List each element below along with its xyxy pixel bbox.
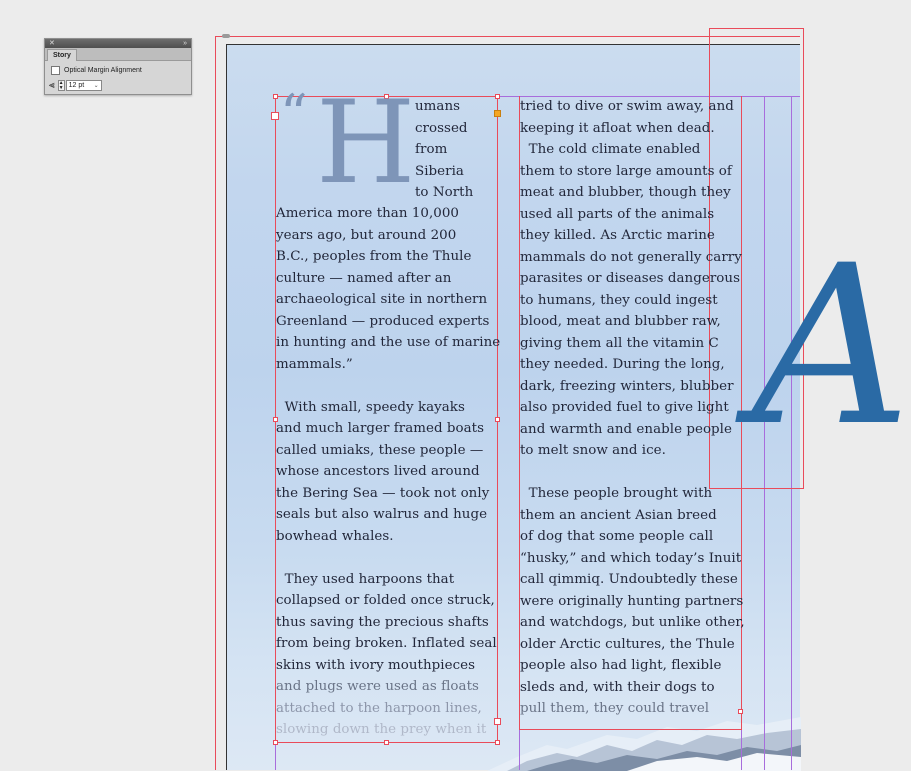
column-1-text[interactable] (276, 203, 500, 741)
text-line: older Arctic cultures, the Thule (520, 636, 735, 652)
text-line: them an ancient Asian breed (520, 507, 717, 523)
text-line: they needed. During the long, (520, 357, 725, 372)
text-line: keeping it afloat when dead. (520, 120, 715, 136)
text-line (276, 375, 500, 397)
tab-story[interactable]: Story (47, 49, 77, 61)
text-line: thus saving the precious shafts (276, 614, 489, 630)
text-line: and warmth and enable people (520, 421, 732, 437)
text-line: America more than 10,000 (276, 206, 459, 221)
text-line: the Bering Sea — took not only (276, 485, 490, 501)
text-line: skins with ivory mouthpieces (276, 657, 476, 673)
text-line: attached to the harpoon lines, (276, 700, 482, 716)
text-line: bowhead whales. (276, 528, 394, 544)
frame-handle[interactable] (273, 740, 278, 745)
text-line: With small, speedy kayaks (276, 399, 465, 415)
text-line: whose ancestors lived around (276, 464, 480, 479)
headline-clip (700, 0, 911, 770)
story-panel (44, 38, 192, 95)
optical-margin-checkbox[interactable] (51, 66, 60, 75)
text-line: giving them all the vitamin C (520, 335, 719, 351)
text-line: sleds and, with their dogs to (520, 679, 715, 695)
frame-handle[interactable] (495, 94, 500, 99)
text-line: meat and blubber, though they (520, 185, 731, 200)
size-row (49, 79, 102, 91)
text-line: culture — named after an (276, 270, 452, 286)
text-line: also provided fuel to give light (520, 400, 729, 415)
text-line: call qimmiq. Undoubtedly these (520, 572, 738, 587)
text-line: were originally hunting partners (520, 593, 744, 609)
optical-margin-label: Optical Margin Alignment (64, 66, 142, 74)
optical-margin-row (51, 65, 142, 75)
text-line: they killed. As Arctic marine (520, 228, 715, 243)
text-line: from being broken. Inflated seal (276, 636, 497, 651)
text-line: to North (415, 185, 474, 200)
frame-handle[interactable] (273, 94, 278, 99)
text-line: blood, meat and blubber raw, (520, 314, 721, 329)
content-grabber[interactable] (494, 110, 501, 117)
panel-menu-icon[interactable]: » (183, 40, 187, 47)
close-icon[interactable]: ✕ (49, 40, 55, 47)
text-line: to humans, they could ingest (520, 292, 718, 308)
size-value: 12 pt (68, 81, 85, 89)
text-line: These people brought with (520, 486, 713, 501)
chevron-down-icon[interactable]: ⌄ (93, 82, 99, 89)
text-line: seals but also walrus and huge (276, 507, 488, 522)
text-line: and much larger framed boats (276, 421, 485, 436)
text-line: Siberia (415, 163, 464, 179)
text-line: people also had light, flexible (520, 658, 722, 673)
frame-handle[interactable] (384, 740, 389, 745)
text-line: to melt snow and ice. (520, 443, 666, 458)
text-line: tried to dive or swim away, and (520, 99, 734, 114)
bleed-guide-left (215, 36, 216, 770)
text-line: parasites or diseases dangerous (520, 271, 740, 286)
margin-alignment-icon: ⫷ (49, 79, 55, 91)
text-line: umans (415, 99, 461, 114)
in-port[interactable] (271, 112, 279, 120)
headline-glyph[interactable]: A (752, 218, 911, 474)
size-stepper[interactable]: ▲ ▼ (58, 79, 64, 91)
text-line: years ago, but around 200 (276, 227, 457, 243)
text-line: “husky,” and which today’s Inuit (520, 550, 742, 566)
text-line: slowing down the prey when it (276, 722, 487, 737)
text-line: crossed (415, 120, 468, 136)
page-marker[interactable] (222, 34, 230, 38)
text-line: them to store large amounts of (520, 163, 732, 179)
text-line: archaeological site in northern (276, 292, 488, 307)
text-line: mammals do not generally carry (520, 249, 742, 265)
text-line: dark, freezing winters, blubber (520, 378, 734, 394)
text-line: They used harpoons that (276, 571, 455, 587)
text-line: called umiaks, these people — (276, 442, 484, 458)
dropcap-quote-mark: “ (280, 83, 308, 146)
frame-handle[interactable] (495, 740, 500, 745)
text-line: B.C., peoples from the Thule (276, 249, 472, 264)
panel-title-bar[interactable] (45, 39, 191, 48)
text-line: from (415, 142, 448, 157)
text-line: and watchdogs, but unlike other, (520, 615, 745, 630)
dropcap-letter: H (316, 76, 416, 209)
text-line: used all parts of the animals (520, 206, 715, 222)
text-line: Greenland — produced experts (276, 313, 490, 329)
text-line: mammals.” (276, 356, 353, 372)
text-line: collapsed or folded once struck, (276, 593, 495, 608)
text-line: in hunting and the use of marine (276, 335, 501, 350)
text-line (276, 547, 500, 569)
beside-dropcap-text[interactable] (415, 96, 473, 204)
text-line: pull them, they could travel (520, 701, 710, 716)
text-line: of dog that some people call (520, 529, 714, 544)
text-line: The cold climate enabled (520, 142, 701, 157)
panel-tab-row (45, 48, 191, 61)
size-input[interactable] (66, 80, 102, 91)
text-line: and plugs were used as floats (276, 679, 479, 694)
